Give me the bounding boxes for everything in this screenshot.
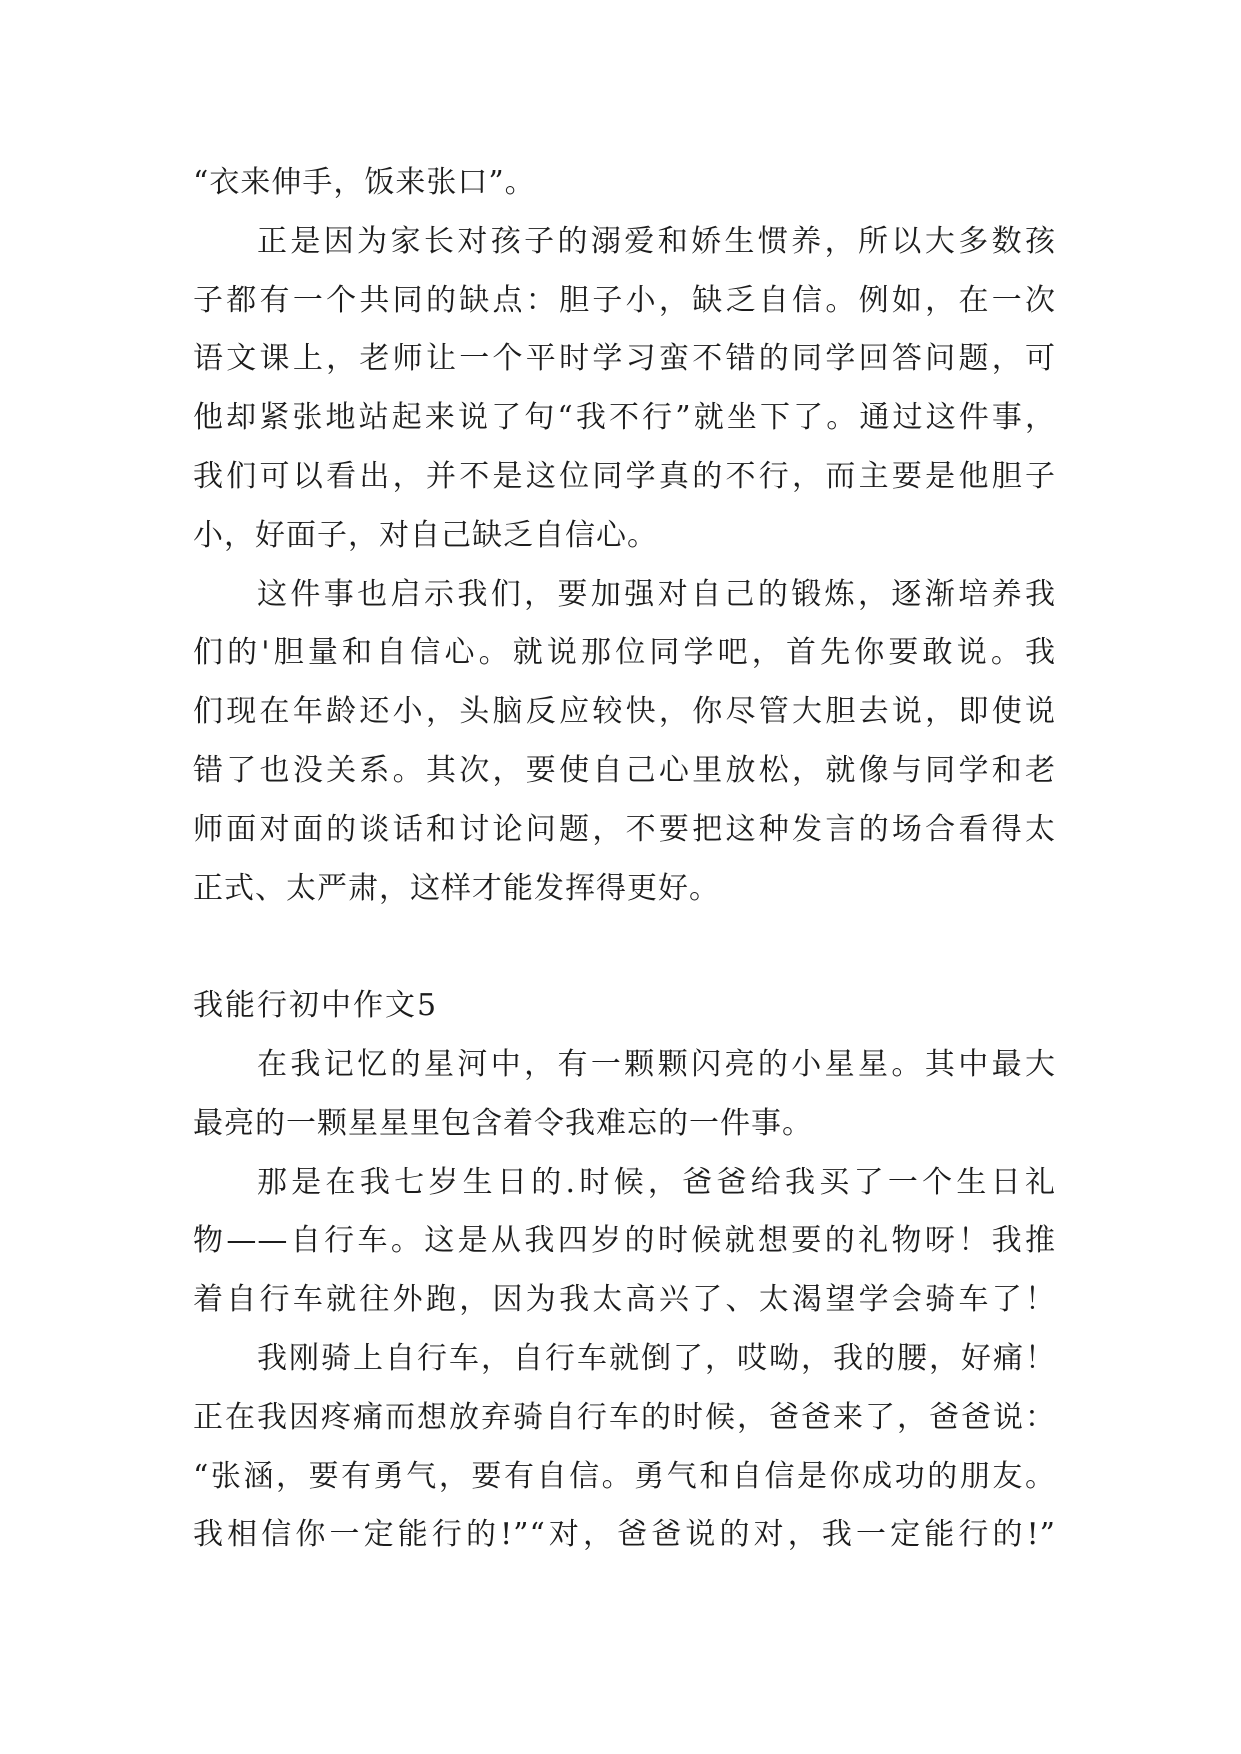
- blank-line: [193, 918, 1056, 977]
- text-line: 我刚骑上自行车，自行车就倒了，哎呦，我的腰，好痛！: [257, 1340, 1056, 1376]
- text-line: 物——自行车。这是从我四岁的时候就想要的礼物呀！我推: [193, 1223, 1056, 1259]
- text-line: 子都有一个共同的缺点：胆子小，缺乏自信。例如，在一次: [193, 282, 1056, 318]
- text-line: “张涵，要有勇气，要有自信。勇气和自信是你成功的朋友。: [193, 1458, 1056, 1494]
- text-line: 在我记忆的星河中，有一颗颗闪亮的小星星。其中最大: [257, 1046, 1056, 1082]
- text-line: 那是在我七岁生日的.时候，爸爸给我买了一个生日礼: [257, 1164, 1056, 1200]
- text-line: 正是因为家长对孩子的溺爱和娇生惯养，所以大多数孩: [257, 223, 1056, 259]
- text-line: 们的'胆量和自信心。就说那位同学吧，首先你要敢说。我: [193, 635, 1056, 671]
- essay-title: 我能行初中作文5: [193, 988, 439, 1024]
- text-line: 们现在年龄还小，头脑反应较快，你尽管大胆去说，即使说: [193, 694, 1056, 730]
- text-line: 师面对面的谈话和讨论问题，不要把这种发言的场合看得太: [193, 811, 1056, 847]
- text-line: “衣来伸手，饭来张口”。: [193, 165, 536, 200]
- document-body: [193, 154, 1056, 1565]
- text-line: 最亮的一颗星星里包含着令我难忘的一件事。: [193, 1105, 813, 1141]
- text-line: 语文课上，老师让一个平时学习蛮不错的同学回答问题，可: [193, 341, 1056, 377]
- text-line: 我相信你一定能行的!”“对，爸爸说的对，我一定能行的!”: [193, 1517, 1056, 1553]
- text-line: 正在我因疼痛而想放弃骑自行车的时候，爸爸来了，爸爸说：: [193, 1399, 1056, 1435]
- text-line: 小，好面子，对自己缺乏自信心。: [193, 517, 658, 553]
- text-line: 他却紧张地站起来说了句“我不行”就坐下了。通过这件事，: [193, 400, 1056, 436]
- text-line: 错了也没关系。其次，要使自己心里放松，就像与同学和老: [193, 752, 1056, 788]
- text-line: 正式、太严肃，这样才能发挥得更好。: [193, 870, 720, 906]
- text-line: 我们可以看出，并不是这位同学真的不行，而主要是他胆子: [193, 458, 1056, 494]
- text-line: 着自行车就往外跑，因为我太高兴了、太渴望学会骑车了！: [193, 1282, 1056, 1318]
- text-line: 这件事也启示我们，要加强对自己的锻炼，逐渐培养我: [257, 576, 1056, 612]
